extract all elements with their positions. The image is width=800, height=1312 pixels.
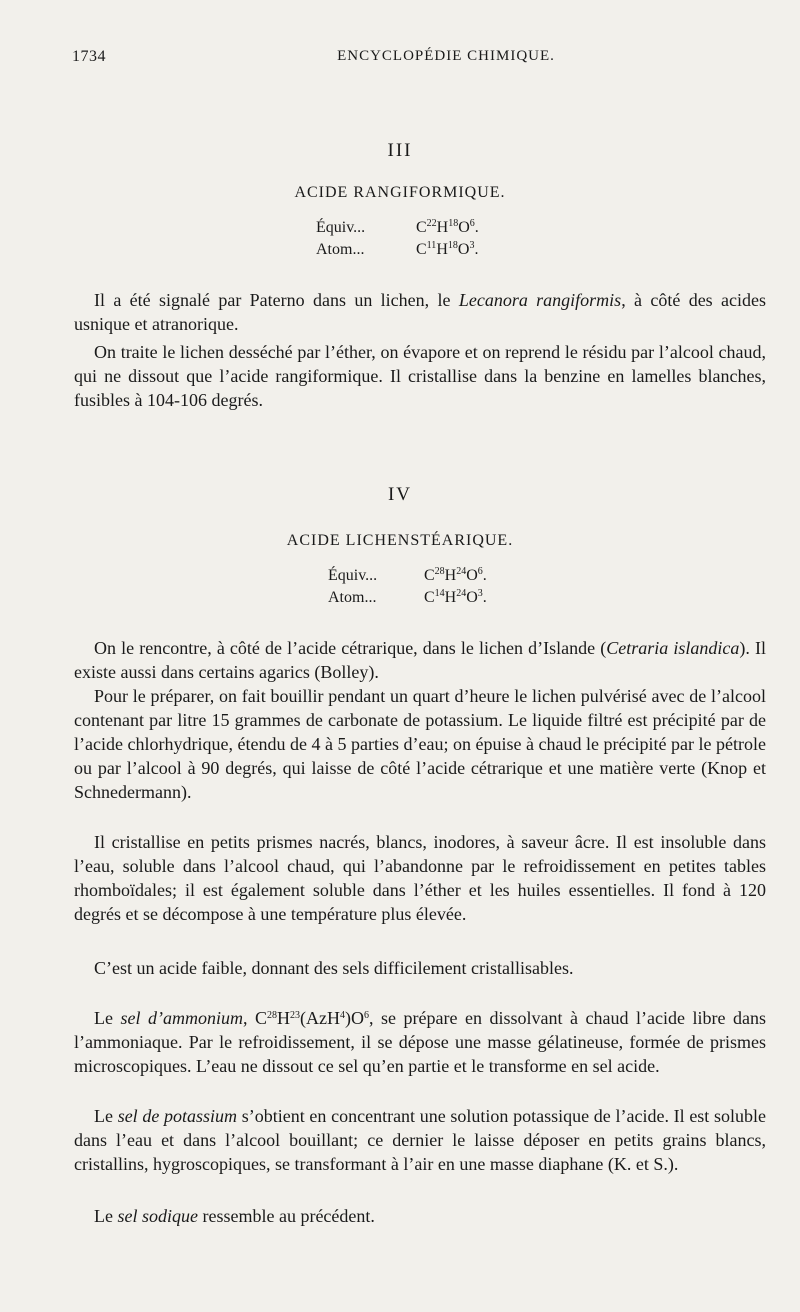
formula-value: $C^{11}H^{18}O^3$.: [416, 240, 479, 258]
text-run: ). Il existe aussi dans certains agarics (Bolley).: [74, 638, 766, 682]
paragraph: Pour le préparer, on fait bouillir pendant un quart d’heure le lichen pulvérisé avec de l’alcool contenant par litre 15 grammes de carbonate de potassium. Le liquide filtré est précipité par de l’acide chlorhydrique, étendu de 4 à 5 parties d’eau; on épuise à chaud le précipité par le pétrole ou par l’alcool à 90 degrés, qui laisse de côté l’acide cétrarique et une matière verte (Knop et Schnedermann).: [74, 686, 766, 802]
formula-equiv-rangiformique: [316, 218, 479, 237]
paragraph: C’est un acide faible, donnant des sels difficilement cristallisables.: [94, 958, 574, 978]
paragraph: [74, 288, 766, 336]
species-name: Cetraria islandica: [606, 638, 740, 658]
formula-label: Équiv...: [328, 567, 378, 584]
text-run: Il a été signalé par Paterno dans un lichen, le: [94, 290, 459, 310]
text-run: se prépare en dissolvant à chaud l’acide libre dans l’ammoniaque. Par le refroidissement, il se dépose une masse gélatineuse, formée de prismes microscopiques. L’eau ne dissout ce sel qu’en partie et le transforme en sel acide.: [74, 1008, 767, 1076]
text-run: Le: [94, 1206, 118, 1226]
text-run: On le rencontre, à côté de l’acide cétrarique, dans le lichen d’Islande (: [94, 638, 607, 658]
page-number: 1734: [72, 48, 106, 65]
formula-label: Équiv...: [316, 219, 366, 236]
formula-atom-lichensteariaque: [328, 588, 487, 607]
formula-value: $C^{14}H^{24}O^3$.: [424, 588, 487, 606]
paragraph: [74, 1104, 766, 1176]
text-run: Le: [94, 1008, 121, 1028]
formula-inline: , $C^{28}H^{23}(AzH^4)O^6$,: [243, 1008, 374, 1028]
formula-value: $C^{22}H^{18}O^6$.: [416, 218, 479, 236]
running-header: [72, 48, 760, 70]
paragraph: [74, 636, 766, 684]
formula-value: $C^{28}H^{24}O^6$.: [424, 566, 487, 584]
formula-label: Atom...: [316, 241, 365, 258]
text-run: , à côté des acides usnique et atranorique.: [74, 290, 766, 334]
text-run: ressemble au précédent.: [197, 1206, 375, 1226]
running-title: ENCYCLOPÉDIE CHIMIQUE.: [337, 48, 555, 64]
species-name: Lecanora rangiformis: [458, 290, 622, 310]
paragraph: [74, 1004, 766, 1078]
formula-label: Atom...: [328, 589, 377, 606]
salt-name: sel de potassium: [117, 1106, 238, 1126]
section-number-iii: III: [387, 140, 413, 161]
section-title-rangiformique: ACIDE RANGIFORMIQUE.: [294, 184, 506, 201]
salt-name: sel d’ammonium: [120, 1008, 244, 1028]
paragraph: On traite le lichen desséché par l’éther, on évapore et on reprend le résidu par l’alcool chaud, qui ne dissout que l’acide rangiformique. Il cristallise dans la benzine en lamelles blanches, fusibles à 104-106 degrés.: [74, 342, 766, 410]
salt-name: sel sodique: [117, 1206, 198, 1226]
formula-equiv-lichensteariaque: [328, 566, 487, 585]
text-run: s’obtient en concentrant une solution potassique de l’acide. Il est soluble dans l’eau et dans l’alcool bouillant; ce dernier le laisse déposer en petits grains blancs, cristallins, hygroscopiques, se transformant à l’air en une masse diaphane (K. et S.).: [74, 1106, 766, 1174]
section-number-iv: IV: [387, 484, 413, 505]
formula-atom-rangiformique: [316, 240, 478, 259]
text-run: Le: [94, 1106, 118, 1126]
paragraph: Il cristallise en petits prismes nacrés, blancs, inodores, à saveur âcre. Il est insoluble dans l’eau, soluble dans l’alcool chaud, qui l’abandonne par le refroidissement en petites tables rhomboïdales; il est également soluble dans l’éther et les huiles essentielles. Il fond à 120 degrés et se décompose à une température plus élevée.: [74, 832, 766, 924]
paragraph: [74, 1204, 766, 1228]
section-title-lichensteariaque: ACIDE LICHENSTÉARIQUE.: [286, 532, 514, 549]
